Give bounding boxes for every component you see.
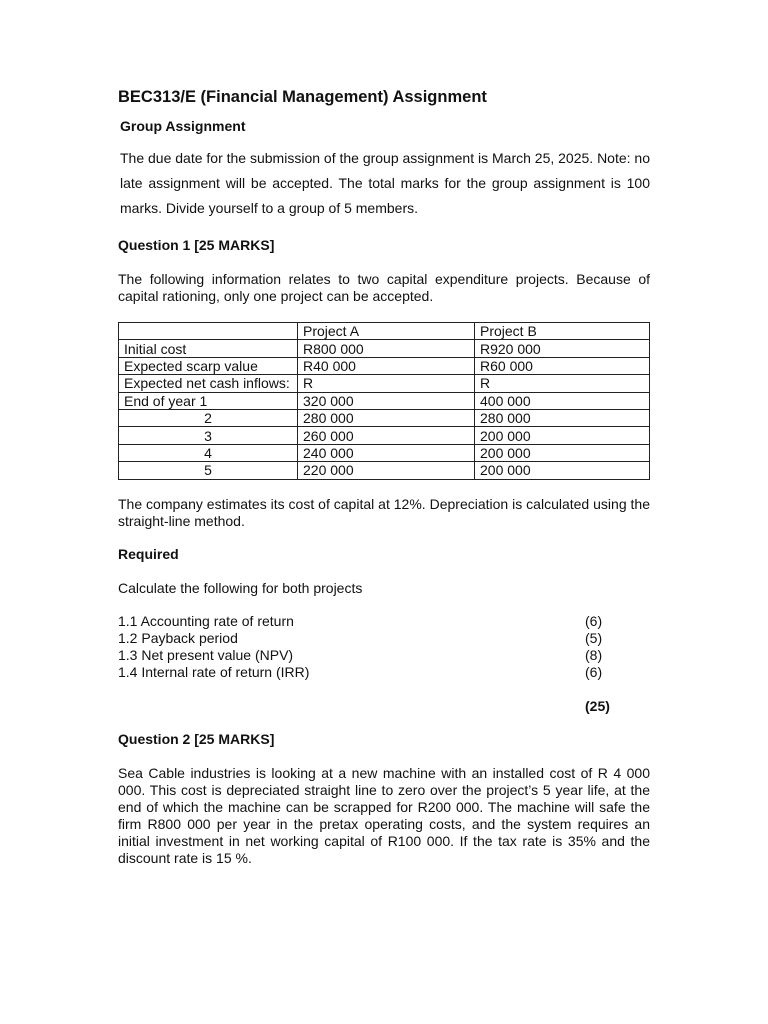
table-cell: R [475, 375, 650, 392]
table-header-row [119, 323, 650, 340]
table-cell: Initial cost [119, 340, 298, 357]
question-1-heading: Question 1 [25 MARKS] [118, 237, 275, 253]
table-cell: R [298, 375, 475, 392]
item-marks: (8) [585, 647, 603, 663]
list-item [118, 630, 608, 647]
item-label: 1.2 Payback period [118, 630, 238, 646]
table-cell: 4 [119, 444, 298, 461]
table-cell: R60 000 [475, 357, 650, 374]
table-cell: 280 000 [475, 409, 650, 426]
table-cell: 2 [119, 409, 298, 426]
table-cell: 400 000 [475, 392, 650, 409]
table-row [119, 427, 650, 444]
table-cell: 3 [119, 427, 298, 444]
table-header-cell: Project B [475, 323, 650, 340]
item-marks: (6) [585, 664, 603, 680]
item-label: 1.3 Net present value (NPV) [118, 647, 294, 663]
cost-of-capital-text: The company estimates its cost of capital at 12%. Depreciation is calculated using the straight-line method. [118, 496, 650, 529]
table-cell: 280 000 [298, 409, 475, 426]
table-row [119, 340, 650, 357]
projects-table [118, 322, 650, 480]
question-1-text: The following information relates to two capital expenditure projects. Because of capital rationing, only one project can be accepted. [118, 271, 650, 304]
table-row [119, 392, 650, 409]
table-cell: 220 000 [298, 462, 475, 479]
question-1-total-marks: (25) [585, 698, 610, 714]
table-cell: R800 000 [298, 340, 475, 357]
item-marks: (6) [585, 613, 603, 629]
table-cell: 240 000 [298, 444, 475, 461]
table-header-cell [119, 323, 298, 340]
table-row [119, 462, 650, 479]
table-cell: End of year 1 [119, 392, 298, 409]
table-row [119, 409, 650, 426]
table-cell: Expected scarp value [119, 357, 298, 374]
question-2-heading: Question 2 [25 MARKS] [118, 731, 275, 747]
item-label: 1.1 Accounting rate of return [118, 613, 294, 629]
table-row [119, 375, 650, 392]
item-marks: (5) [585, 630, 603, 646]
table-cell: 5 [119, 462, 298, 479]
assignment-title: BEC313/E (Financial Management) Assignment [118, 88, 487, 106]
table-cell: R920 000 [475, 340, 650, 357]
table-cell: Expected net cash inflows: [119, 375, 298, 392]
table-cell: 260 000 [298, 427, 475, 444]
intro-paragraph: The due date for the submission of the group assignment is March 25, 2025. Note: no late assignment will be accepted. The total marks for the group assignment is 100 marks. Divide yourself to a group of 5 members. [120, 150, 650, 216]
table-header-cell: Project A [298, 323, 475, 340]
list-item [118, 664, 608, 681]
item-label: 1.4 Internal rate of return (IRR) [118, 664, 310, 680]
question-1-items [118, 613, 608, 681]
table-cell: 200 000 [475, 462, 650, 479]
table-cell: 200 000 [475, 427, 650, 444]
table-cell: 320 000 [298, 392, 475, 409]
table-cell: R40 000 [298, 357, 475, 374]
table-row [119, 357, 650, 374]
group-assignment-heading: Group Assignment [120, 118, 246, 134]
question-2-text: Sea Cable industries is looking at a new machine with an installed cost of R 4 000 000. This cost is depreciated straight line to zero over the project’s 5 year life, at the end of which the machine can be scrapped for R200 000. The machine will safe the firm R800 000 per year in the pretax operating costs, and the system requires an initial investment in net working capital of R100 000. If the tax rate is 35% and the discount rate is 15 %. [118, 765, 650, 866]
list-item [118, 647, 608, 664]
required-heading: Required [118, 546, 179, 562]
list-item [118, 613, 608, 630]
table-row [119, 444, 650, 461]
table-cell: 200 000 [475, 444, 650, 461]
calculate-instruction: Calculate the following for both projects [118, 580, 363, 596]
